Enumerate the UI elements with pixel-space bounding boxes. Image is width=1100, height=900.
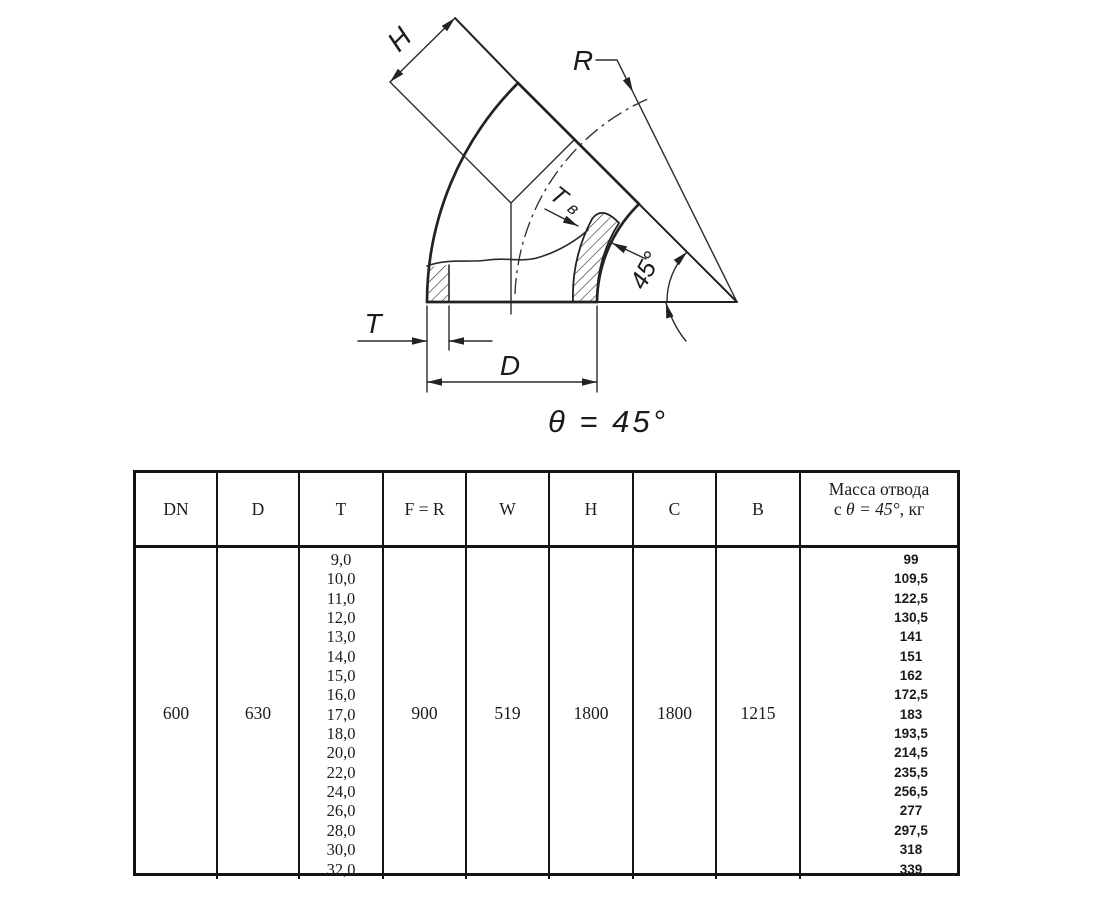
t-value: 20,0 (326, 743, 356, 763)
dimension-angle (625, 247, 690, 341)
mass-value: 172,5 (894, 687, 928, 703)
mass-value: 122,5 (894, 590, 928, 606)
elbow-outline (427, 83, 639, 302)
value-c: 1800 (634, 548, 717, 879)
header-h: H (550, 473, 634, 548)
break-line (427, 230, 588, 266)
dimensions-table (133, 470, 960, 879)
value-h: 1800 (550, 548, 634, 879)
header-mass (801, 473, 957, 548)
dimension-h (381, 15, 458, 84)
mass-value: 297,5 (894, 822, 928, 838)
t-value: 18,0 (326, 724, 356, 744)
t-value: 9,0 (330, 550, 352, 569)
dimension-d (427, 306, 597, 392)
t-value: 15,0 (326, 666, 356, 686)
label-r: R (572, 45, 594, 76)
t-value: 14,0 (326, 646, 356, 666)
value-b: 1215 (717, 548, 801, 879)
header-mass-line2: с θ = 45°, кг (833, 499, 925, 519)
dimension-t (358, 306, 492, 392)
label-tv-sub: в (564, 198, 583, 219)
t-value: 10,0 (326, 569, 356, 589)
value-fr: 900 (384, 548, 467, 879)
t-value: 11,0 (326, 588, 356, 608)
header-w: W (467, 473, 550, 548)
t-value: 12,0 (326, 608, 356, 628)
mass-value: 235,5 (894, 764, 928, 780)
mass-value: 214,5 (894, 745, 928, 761)
mass-value: 339 (899, 861, 923, 877)
value-w: 519 (467, 548, 550, 879)
t-value: 22,0 (326, 762, 356, 782)
t-value: 32,0 (326, 859, 356, 879)
label-d: D (499, 350, 521, 381)
mass-value: 256,5 (894, 784, 928, 800)
value-mass-list (801, 548, 957, 879)
mass-value: 318 (899, 842, 923, 858)
header-fr: F = R (384, 473, 467, 548)
t-value: 30,0 (326, 840, 356, 860)
t-value: 13,0 (326, 627, 356, 647)
mass-value: 151 (899, 648, 923, 664)
wall-section-bend (573, 213, 619, 302)
mass-value: 141 (899, 629, 923, 645)
mass-value: 193,5 (894, 726, 928, 742)
mass-value: 130,5 (894, 610, 928, 626)
mass-value: 277 (899, 803, 923, 819)
t-value: 28,0 (326, 820, 356, 840)
label-h: H (381, 21, 418, 58)
header-mass-line1: Масса отвода (828, 479, 930, 499)
t-value: 17,0 (326, 704, 356, 724)
header-d: D (218, 473, 300, 548)
mass-value: 109,5 (894, 571, 928, 587)
diagram-caption: θ = 45° (547, 404, 669, 439)
value-d: 630 (218, 548, 300, 879)
value-dn: 600 (136, 548, 218, 879)
t-value: 26,0 (326, 801, 356, 821)
label-t: T (364, 308, 382, 339)
label-tv: T (544, 180, 573, 212)
value-t-list (300, 548, 384, 879)
t-value: 24,0 (326, 782, 356, 802)
t-value: 16,0 (326, 685, 356, 705)
header-t: T (300, 473, 384, 548)
mass-value: 183 (899, 706, 923, 722)
header-c: C (634, 473, 717, 548)
mass-value: 99 (903, 552, 919, 567)
wall-section-left (427, 265, 449, 302)
header-dn: DN (136, 473, 218, 548)
mass-value: 162 (899, 668, 923, 684)
label-45deg: 45° (624, 247, 668, 294)
header-b: B (717, 473, 801, 548)
